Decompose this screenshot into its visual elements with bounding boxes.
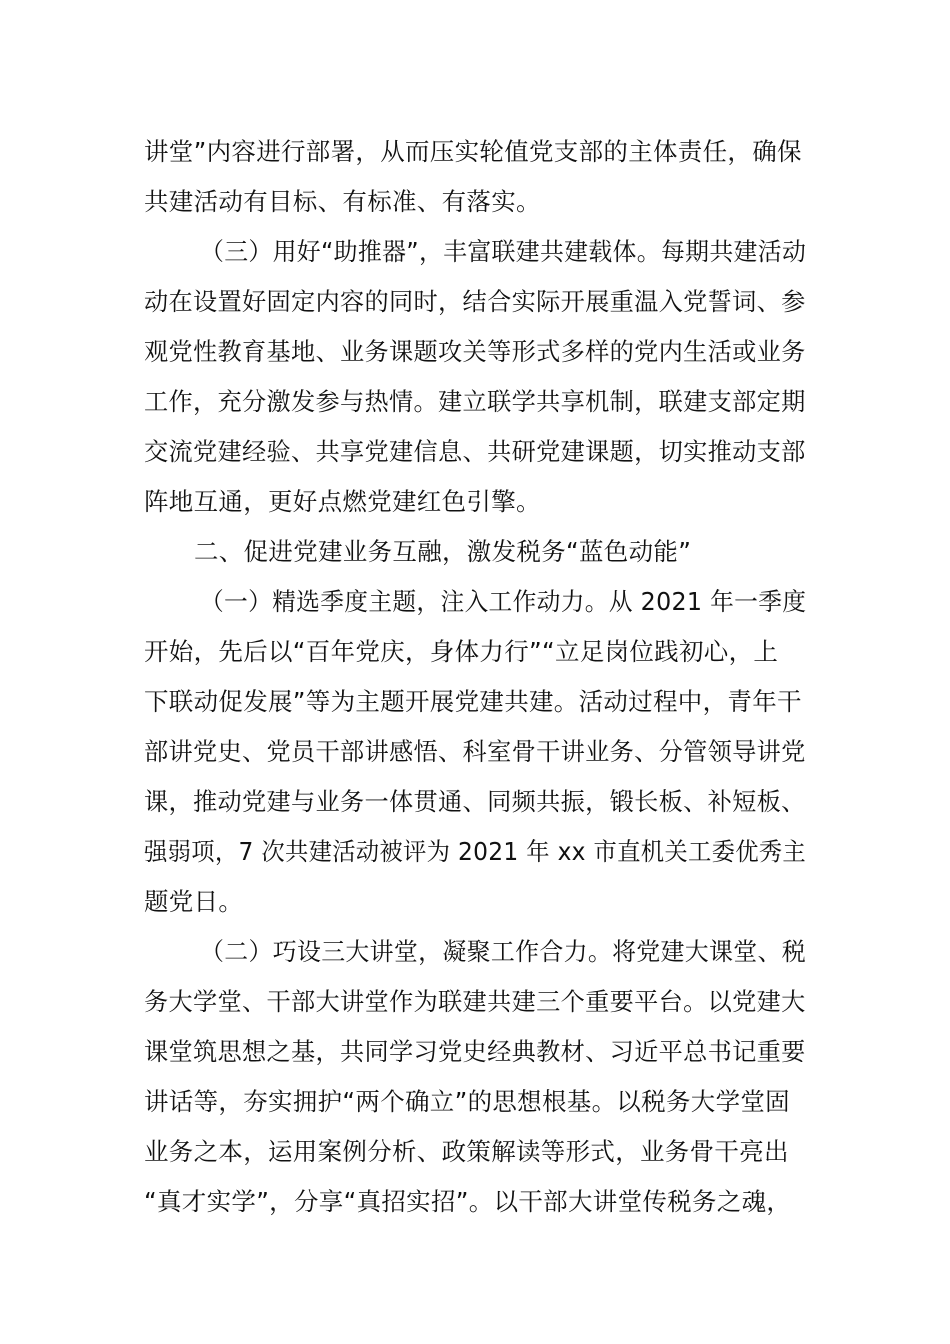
text-line: 观党性教育基地、业务课题攻关等形式多样的党内生活或业务 xyxy=(144,337,806,366)
text-line: 部讲党史、党员干部讲感悟、科室骨干讲业务、分管领导讲党 xyxy=(144,737,806,766)
text-line: （二）巧设三大讲堂，凝聚工作合力。将党建大课堂、税 xyxy=(200,937,806,966)
text-line: 讲堂”内容进行部署，从而压实轮值党支部的主体责任，确保 xyxy=(144,137,802,166)
text-line: 题党日。 xyxy=(144,887,244,916)
text-line: （三）用好“助推器”，丰富联建共建载体。每期共建活动 xyxy=(200,237,807,266)
text-line: （一）精选季度主题，注入工作动力。从 2021 年一季度 xyxy=(200,587,807,616)
text-line: 交流党建经验、共享党建信息、共研党建课题，切实推动支部 xyxy=(144,437,806,466)
text-line: 务大学堂、干部大讲堂作为联建共建三个重要平台。以党建大 xyxy=(144,987,806,1016)
text-line: 动在设置好固定内容的同时，结合实际开展重温入党誓词、参 xyxy=(144,287,806,316)
text-line: 下联动促发展”等为主题开展党建共建。活动过程中，青年干 xyxy=(144,687,802,716)
text-line: “真才实学”，分享“真招实招”。以干部大讲堂传税务之魂， xyxy=(144,1187,792,1216)
text-line: 强弱项，7 次共建活动被评为 2021 年 xx 市直机关工委优秀主 xyxy=(144,837,807,866)
text-line: 阵地互通，更好点燃党建红色引擎。 xyxy=(144,487,541,516)
text-line: 课，推动党建与业务一体贯通、同频共振，锻长板、补短板、 xyxy=(144,787,806,816)
text-line: 开始，先后以“百年党庆，身体力行”“立足岗位践初心，上 xyxy=(144,637,779,666)
section-heading: 二、促进党建业务互融，激发税务“蓝色动能” xyxy=(194,537,692,566)
text-line: 共建活动有目标、有标准、有落实。 xyxy=(144,187,541,216)
text-line: 工作，充分激发参与热情。建立联学共享机制，联建支部定期 xyxy=(144,387,806,416)
text-line: 业务之本，运用案例分析、政策解读等形式，业务骨干亮出 xyxy=(144,1137,789,1166)
text-line: 课堂筑思想之基，共同学习党史经典教材、习近平总书记重要 xyxy=(144,1037,806,1066)
text-line: 讲话等，夯实拥护“两个确立”的思想根基。以税务大学堂固 xyxy=(144,1087,790,1116)
